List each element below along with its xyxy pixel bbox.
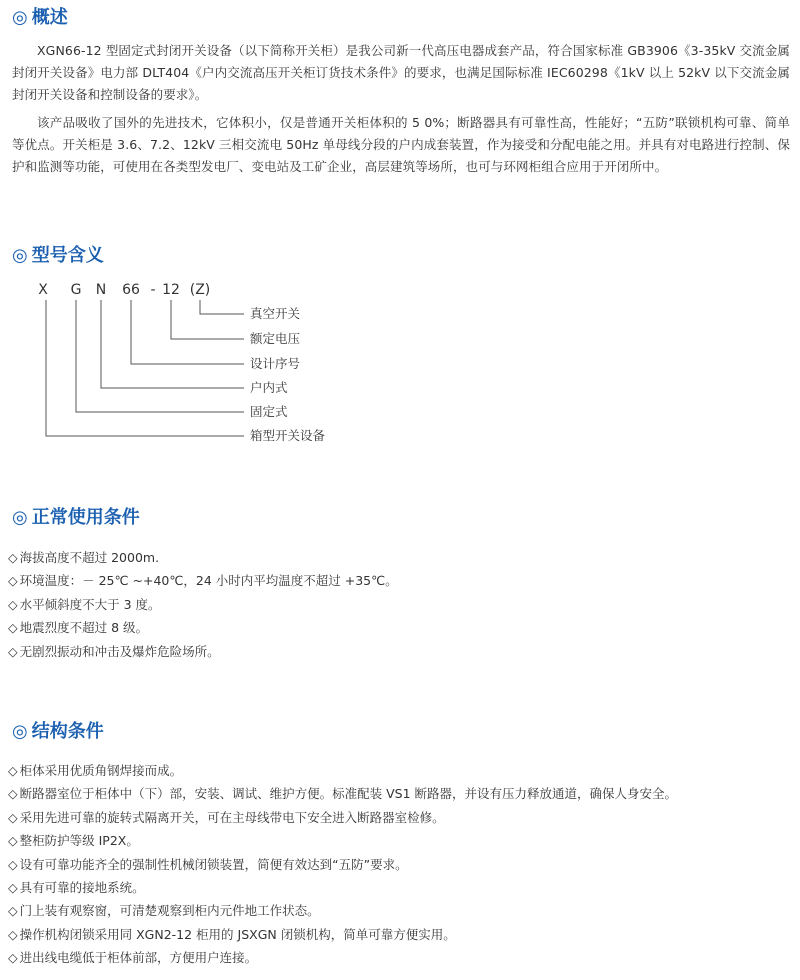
diamond-bullet-icon: ◇ <box>8 903 18 919</box>
diamond-bullet-icon: ◇ <box>8 880 18 896</box>
code-part-x: X <box>38 282 48 298</box>
list-item: ◇ 门上装有观察窗，可清楚观察到柜内元件地工作状态。 <box>8 903 320 919</box>
list-item: ◇ 采用先进可靠的旋转式隔离开关，可在主母线带电下安全进入断路器室检修。 <box>8 809 445 825</box>
model-heading <box>12 244 104 268</box>
diamond-bullet-icon: ◇ <box>8 833 18 849</box>
overview-paragraph-2: 该产品吸收了国外的先进技术，它体积小，仅是普通开关柜体积的 5 0%；断路器具有可靠性高，性能好；“五防”联锁机构可靠、简单等优点。开关柜是 3.6、7.2、12kV 三相交流电 50Hz 单母线分段的户内成套装置，作为接受和分配电能之用。并具有对电路进行控制、保护和监测等功能，可使用在各类型发电厂、变电站及工矿企业，高层建筑等场所，也可与环网柜组合应用于开闭所中。 <box>12 115 790 174</box>
code-part-dash: - <box>150 282 156 298</box>
diamond-bullet-icon: ◇ <box>8 809 18 825</box>
code-part-12: 12 <box>162 282 180 298</box>
code-part-n: N <box>95 282 107 298</box>
meaning-design-number: 设计序号 <box>250 356 301 371</box>
model-title: 型号含义 <box>31 245 104 266</box>
diamond-bullet-icon: ◇ <box>8 926 18 942</box>
diamond-bullet-icon: ◇ <box>8 856 18 872</box>
structure-title: 结构条件 <box>31 721 104 742</box>
list-item: ◇ 地震烈度不超过 8 级。 <box>8 620 149 636</box>
diamond-bullet-icon: ◇ <box>8 573 18 589</box>
connector-line <box>131 300 244 364</box>
conditions-list <box>8 546 398 663</box>
meaning-fixed-type: 固定式 <box>250 404 288 419</box>
list-item: ◇ 设有可靠功能齐全的强制性机械闭锁装置，简便有效达到“五防”要求。 <box>8 856 408 872</box>
connector-line <box>200 300 244 314</box>
diamond-bullet-icon: ◇ <box>8 596 18 612</box>
diamond-bullet-icon: ◇ <box>8 550 18 565</box>
list-item: ◇ 柜体采用优质角钢焊接而成。 <box>8 763 183 778</box>
list-item: ◇ 无剧烈振动和冲击及爆炸危险场所。 <box>8 643 220 659</box>
code-part-z: (Z) <box>189 282 211 298</box>
conditions-heading <box>12 506 140 530</box>
diamond-bullet-icon: ◇ <box>8 950 18 966</box>
diamond-bullet-icon: ◇ <box>8 786 18 802</box>
overview-heading <box>12 6 68 30</box>
conditions-title: 正常使用条件 <box>31 507 140 528</box>
section-mark-icon: ◎ <box>12 721 28 742</box>
code-part-g: G <box>70 282 82 298</box>
diamond-bullet-icon: ◇ <box>8 763 18 778</box>
diamond-bullet-icon: ◇ <box>8 643 18 659</box>
connector-line <box>171 300 244 339</box>
connector-line <box>101 300 244 388</box>
structure-list <box>8 759 677 970</box>
list-item: ◇ 整柜防护等级 IP2X。 <box>8 833 139 849</box>
meaning-rated-voltage: 额定电压 <box>250 331 301 346</box>
meaning-vacuum-switch: 真空开关 <box>250 306 301 321</box>
section-mark-icon: ◎ <box>12 7 28 28</box>
diamond-bullet-icon: ◇ <box>8 620 18 636</box>
code-part-66: 66 <box>122 282 140 298</box>
section-mark-icon: ◎ <box>12 507 28 528</box>
model-code-diagram <box>0 272 400 448</box>
overview-title: 概述 <box>31 7 68 28</box>
meaning-box-type-switchgear: 箱型开关设备 <box>250 428 326 443</box>
meaning-indoor: 户内式 <box>250 380 288 395</box>
list-item: ◇ 水平倾斜度不大于 3 度。 <box>8 596 161 612</box>
overview-paragraph-1: XGN66-12 型固定式封闭开关设备（以下简称开关柜）是我公司新一代高压电器成套产品，符合国家标准 GB3906《3-35kV 交流金属封闭开关设备》电力部 DLT404《户内交流高压开关柜订货技术条件》的要求，也满足国际标准 IEC60298《1kV 以上 52kV 以下交流金属封闭开关设备和控制设备的要求》。 <box>12 43 790 102</box>
list-item: ◇ 具有可靠的接地系统。 <box>8 880 145 896</box>
structure-heading <box>12 720 104 744</box>
section-mark-icon: ◎ <box>12 245 28 266</box>
list-item: ◇ 断路器室位于柜体中（下）部，安装、调试、维护方便。标准配装 VS1 断路器，并设有压力释放通道，确保人身安全。 <box>8 786 678 802</box>
list-item: ◇ 环境温度：－ 25℃ ~+40℃，24 小时内平均温度不超过 +35℃。 <box>8 573 398 589</box>
list-item: ◇ 海拔高度不超过 2000m. <box>8 550 160 565</box>
list-item: ◇ 操作机构闭锁采用同 XGN2-12 柜用的 JSXGN 闭锁机构，简单可靠方便实用。 <box>8 926 456 942</box>
list-item: ◇ 进出线电缆低于柜体前部，方便用户连接。 <box>8 950 258 966</box>
